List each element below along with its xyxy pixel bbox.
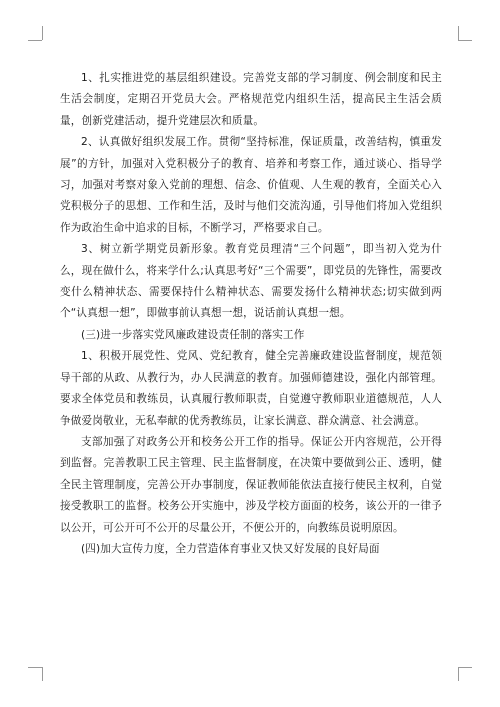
section-heading-4: (四)加大宣传力度，全力营造体育事业又快又好发展的良好局面 xyxy=(81,542,380,555)
document-body xyxy=(60,68,442,560)
section-heading-3: (三)进一步落实党风廉政建设责任制的落实工作 xyxy=(81,328,305,341)
crop-mark-bottom-right-h xyxy=(458,667,472,668)
crop-mark-top-right-v xyxy=(458,26,459,40)
paragraph-5: 支部加强了对政务公开和校务公开工作的指导。保证公开内容规范，公开得到监督。完善教职工民主管理、民主监督制度，在决策中要做到公正、透明，健全民主管理制度，完善公开办事制度，保证教师能依法直接行使民主权利，自觉接受教职工的监督。校务公开实施中，涉及学校方面面的校务，该公开的一律予以公开，可公开可不公开的尽量公开，不便公开的，向教练员说明原因。 xyxy=(60,435,442,534)
crop-mark-bottom-left-v xyxy=(42,667,43,681)
crop-mark-top-right-h xyxy=(458,40,472,41)
crop-mark-top-left-v xyxy=(42,26,43,40)
crop-mark-bottom-left-h xyxy=(28,667,42,668)
crop-mark-top-left-h xyxy=(28,40,42,41)
crop-mark-bottom-right-v xyxy=(458,667,459,681)
paragraph-4: 1、积极开展党性、党风、党纪教育，健全完善廉政建设监督制度，规范领导干部的从政、从教行为，办人民满意的教育。加强师德建设，强化内部管理。要求全体党员和教练员，认真履行教师职责，自觉遵守教师职业道德规范，人人争做爱岗敬业，无私奉献的优秀教练员，让家长满意、群众满意、社会满意。 xyxy=(60,350,442,427)
paragraph-1: 1、扎实推进党的基层组织建设。完善党支部的学习制度、例会制度和民主生活会制度，定期召开党员大会。严格规范党内组织生活，提高民主生活会质量，创新党建活动，提升党建层次和质量。 xyxy=(60,72,442,127)
paragraph-3: 3、树立新学期党员新形象。教育党员理清“三个问题”，即当初入党为什么，现在做什么，将来学什么;认真思考好“三个需要”，即党员的先锋性，需要改变什么精神状态、需要保持什么精神状态、需要发扬什么精神状态;切实做到两个“认真想一想”，即做事前认真想一想，说话前认真想一想。 xyxy=(60,243,442,320)
paragraph-2: 2、认真做好组织发展工作。贯彻“坚持标准，保证质量，改善结构，慎重发展”的方针，加强对入党积极分子的教育、培养和考察工作，通过谈心、指导学习，加强对考察对象入党前的理想、信念、价值观、人生观的教育，全面关心入党积极分子的思想、工作和生活，及时与他们交流沟通，引导他们将加入党组织作为政治生命中追求的目标，不断学习，严格要求自己。 xyxy=(60,136,442,234)
